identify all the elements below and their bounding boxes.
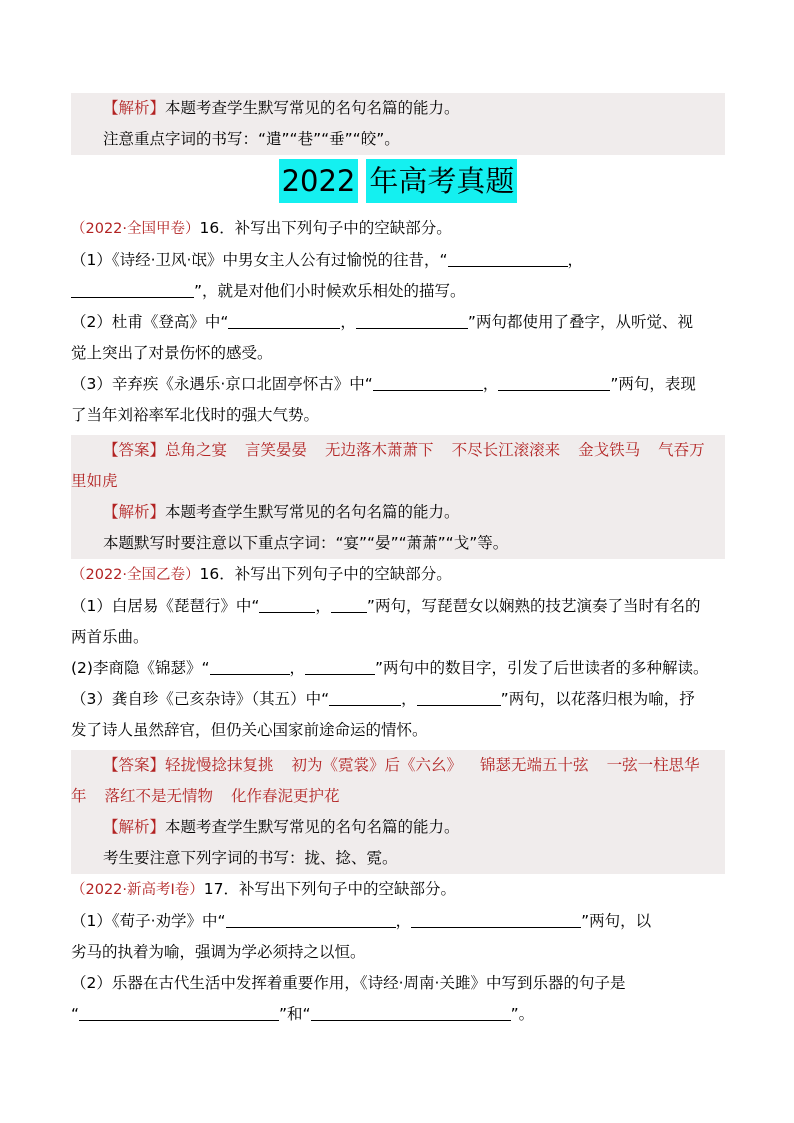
q1-analysis-line	[71, 497, 725, 528]
blank[interactable]	[226, 912, 396, 929]
q1-part2	[71, 307, 725, 338]
q1-answer-line	[71, 435, 725, 466]
prev-analysis-line	[71, 93, 725, 124]
q1-p3-tail: ”两句，表现	[610, 375, 696, 393]
answer-item: 轻拢慢捻抹复挑	[165, 756, 274, 774]
q1-part1-cont	[71, 276, 725, 307]
q2-part1	[71, 591, 725, 622]
answer-item: 落红不是无情物	[104, 787, 214, 805]
q2-note-line	[71, 843, 725, 874]
answer-tag: 【答案】	[103, 441, 166, 459]
note-text: 注意重点字词的书写：“遣”“巷”“垂”“皎”。	[103, 130, 400, 148]
q3-stem	[71, 874, 725, 906]
document-page	[71, 0, 725, 1030]
answer-item: 里如虎	[71, 472, 118, 490]
answer-item: 不尽长江滚滚来	[451, 441, 561, 459]
analysis-text: 本题考查学生默写常见的名句名篇的能力。	[165, 818, 460, 836]
q2-stem	[71, 559, 725, 591]
blank[interactable]	[79, 1005, 279, 1022]
q3-stem-text: 17．补写出下列句子中的空缺部分。	[203, 880, 457, 898]
heading-year: 2022	[279, 159, 359, 203]
q3-p2-text: （2）乐器在古代生活中发挥着重要作用，《诗经·周南·关雎》中写到乐器的句子是	[71, 974, 626, 992]
q1-stem-text: 16．补写出下列句子中的空缺部分。	[199, 219, 452, 237]
q2-source: （2022·全国乙卷）	[71, 567, 200, 583]
q3-p2-and: ”和“	[279, 1005, 311, 1023]
blank[interactable]	[210, 659, 290, 676]
blank[interactable]	[71, 282, 194, 299]
answer-item: 言笑晏晏	[245, 441, 308, 459]
q1-part3	[71, 369, 725, 400]
blank[interactable]	[417, 690, 501, 707]
q1-part2-cont	[71, 338, 725, 369]
q3-part2	[71, 968, 725, 999]
q2-p1-comma: ，	[315, 597, 331, 615]
analysis-text: 本题考查学生默写常见的名句名篇的能力。	[165, 99, 460, 117]
blank[interactable]	[329, 690, 401, 707]
answer-item: 无边落木萧萧下	[325, 441, 434, 459]
q1-p1-text: （1）《诗经·卫风·氓》中男女主人公有过愉悦的往昔，“	[71, 251, 448, 269]
blank[interactable]	[448, 251, 568, 268]
q1-answer-cont	[71, 466, 725, 497]
q1-p2-comma: ，	[340, 313, 356, 331]
q1-p2-text: （2）杜甫《登高》中“	[71, 313, 229, 331]
q2-stem-text: 16．补写出下列句子中的空缺部分。	[199, 565, 452, 583]
q1-note-line	[71, 528, 725, 559]
q2-p1-text: （1）白居易《琵琶行》中“	[71, 597, 260, 615]
q3-p1-text: （1）《荀子·劝学》中“	[71, 912, 226, 930]
q1-answer-block	[71, 435, 725, 559]
note-text: 考生要注意下列字词的书写：拢、捻、霓。	[103, 849, 398, 867]
blank[interactable]	[411, 912, 581, 929]
prev-note-line	[71, 124, 725, 155]
q2-part3	[71, 684, 725, 715]
q2-p3-text: （3）龚自珍《己亥杂诗》（其五）中“	[71, 690, 330, 708]
note-text: 本题默写时要注意以下重点字词：“宴”“晏”“萧萧”“戈”等。	[103, 534, 509, 552]
q2-answer-block	[71, 750, 725, 874]
q1-part3-cont	[71, 400, 725, 431]
q3-p1-tail: ”两句，以	[581, 912, 652, 930]
q1-p3-text: （3）辛弃疾《永遇乐·京口北固亭怀古》中“	[71, 375, 373, 393]
answer-item: 一弦一柱思华	[606, 756, 700, 774]
q2-answer-cont	[71, 781, 725, 812]
answer-item: 金戈铁马	[578, 441, 641, 459]
answer-tag: 【答案】	[103, 756, 166, 774]
q3-p2-quote: “	[71, 1005, 80, 1023]
q3-p1-comma: ，	[395, 912, 412, 930]
answer-item: 初为《霓裳》后《六幺》	[291, 756, 463, 774]
analysis-tag: 【解析】	[103, 503, 166, 521]
prev-analysis-block	[71, 93, 725, 155]
q3-source: （2022·新高考Ⅰ卷）	[71, 882, 204, 898]
q1-p2-cont: 觉上突出了对景伤怀的感受。	[71, 344, 273, 362]
q1-p1-comma: ，	[567, 251, 584, 269]
blank[interactable]	[259, 597, 315, 614]
answer-item: 化作春泥更护花	[231, 787, 340, 805]
q1-stem	[71, 213, 725, 245]
q1-part1	[71, 245, 725, 276]
blank[interactable]	[228, 313, 340, 330]
blank[interactable]	[331, 597, 367, 614]
analysis-tag: 【解析】	[103, 99, 166, 117]
q1-p1-tail: ”，就是对他们小时候欢乐相处的描写。	[194, 282, 466, 300]
blank[interactable]	[311, 1005, 511, 1022]
analysis-tag: 【解析】	[103, 818, 166, 836]
q1-source: （2022·全国甲卷）	[71, 221, 200, 237]
q2-part3-cont	[71, 715, 725, 746]
q2-part1-cont	[71, 622, 725, 653]
answer-item: 气吞万	[658, 441, 705, 459]
q2-part2	[71, 653, 725, 684]
answer-item: 锦瑟无端五十弦	[480, 756, 589, 774]
analysis-text: 本题考查学生默写常见的名句名篇的能力。	[165, 503, 460, 521]
blank[interactable]	[498, 375, 610, 392]
q3-part1-cont	[71, 937, 725, 968]
q2-answer-line	[71, 750, 725, 781]
q3-p1-cont: 劣马的执着为喻，强调为学必须持之以恒。	[71, 943, 366, 961]
answer-item: 年	[71, 787, 87, 805]
q2-p3-comma: ，	[401, 690, 417, 708]
blank[interactable]	[373, 375, 483, 392]
q3-part2-cont	[71, 999, 725, 1030]
q1-p3-comma: ，	[482, 375, 499, 393]
section-heading	[71, 155, 725, 213]
answer-item: 总角之宴	[165, 441, 228, 459]
blank[interactable]	[356, 313, 468, 330]
q2-p3-tail: ”两句，以花落归根为喻，抒	[500, 690, 695, 708]
q1-p3-cont: 了当年刘裕率军北伐时的强大气势。	[71, 406, 320, 424]
q2-p2-tail: ”两句中的数目字，引发了后世读者的多种解读。	[375, 659, 709, 677]
heading-text: 年高考真题	[366, 159, 517, 203]
q2-p1-tail: ”两句，写琵琶女以娴熟的技艺演奏了当时有名的	[366, 597, 701, 615]
q2-p3-cont: 发了诗人虽然辞官，但仍关心国家前途命运的情怀。	[71, 721, 428, 739]
blank[interactable]	[305, 659, 375, 676]
q2-p2-text: (2)李商隐《锦瑟》“	[71, 659, 210, 677]
q2-p1-cont: 两首乐曲。	[71, 628, 149, 646]
q2-analysis-line	[71, 812, 725, 843]
q3-p2-end: ”。	[510, 1005, 535, 1023]
q2-p2-comma: ，	[289, 659, 306, 677]
q3-part1	[71, 906, 725, 937]
q1-p2-tail: ”两句都使用了叠字，从听觉、视	[467, 313, 693, 331]
